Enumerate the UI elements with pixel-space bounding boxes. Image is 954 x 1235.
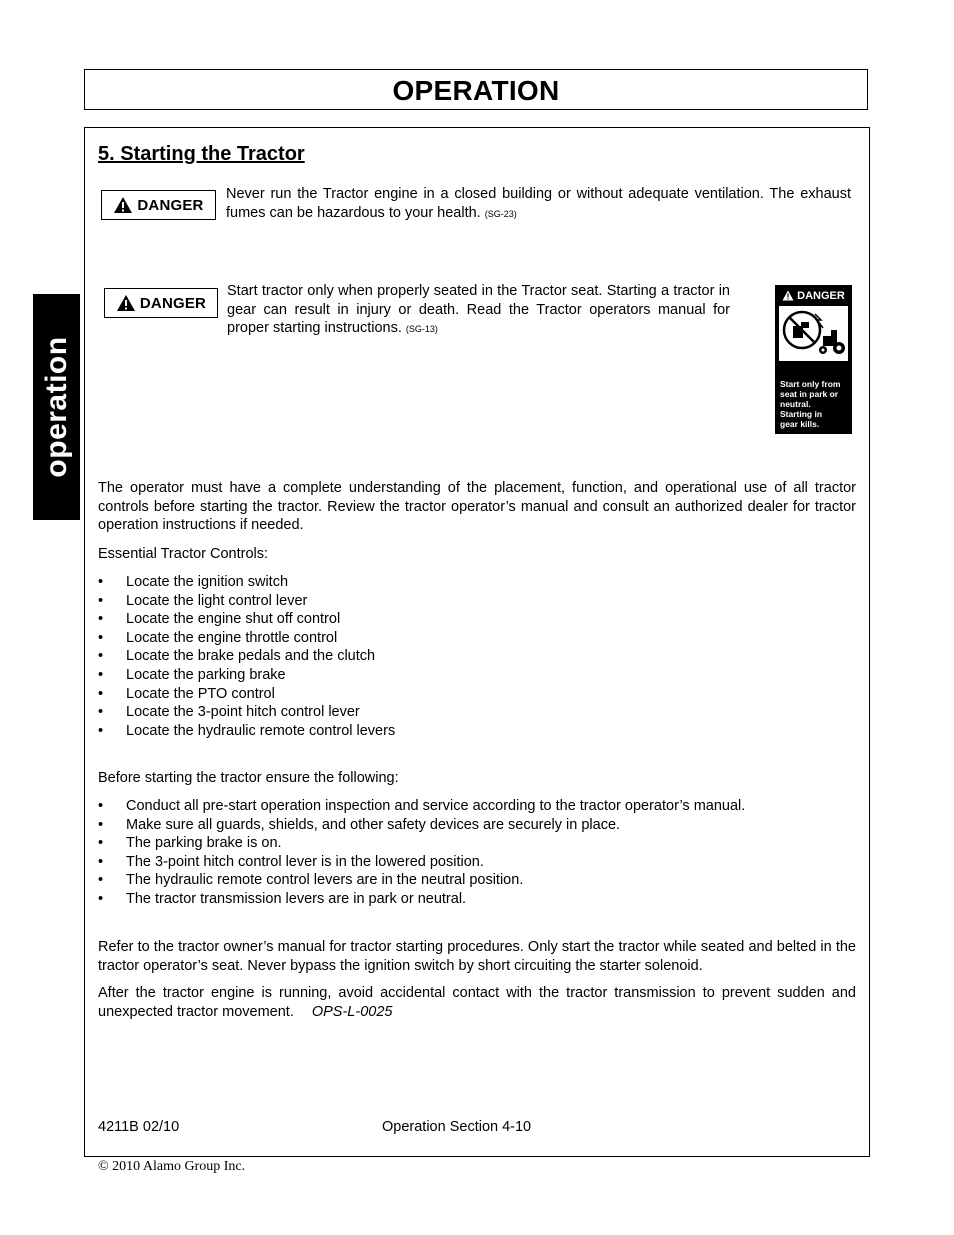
safety-code: (SG-13) [405, 324, 438, 334]
list-item: • Conduct all pre-start operation inspection and service according to the tractor operator’s manual. [98, 797, 856, 816]
controls-list [98, 573, 856, 740]
safety-decal [775, 285, 852, 434]
danger-text: Start tractor only when properly seated in the Tractor seat. Starting a tractor in gear can result in injury or death. Read the Tractor operators manual for proper starting instructions. [227, 283, 730, 336]
footer-section: Operation Section 4-10 [382, 1119, 532, 1135]
warning-triangle-icon [113, 196, 133, 214]
page-title: OPERATION [392, 75, 560, 106]
warning-triangle-icon [782, 290, 794, 301]
list-item: • The hydraulic remote control levers are in the neutral position. [98, 871, 856, 890]
list-item: • Locate the brake pedals and the clutch [98, 647, 856, 666]
before-heading: Before starting the tractor ensure the following: [98, 770, 399, 786]
list-item: • Locate the engine shut off control [98, 610, 856, 629]
list-item: • Locate the hydraulic remote control levers [98, 722, 856, 741]
before-list [98, 797, 856, 909]
list-item: • Locate the engine throttle control [98, 629, 856, 648]
after-paragraph-text: After the tractor engine is running, avoid accidental contact with the tractor transmission to prevent sudden and unexpected tractor movement. [98, 985, 856, 1020]
list-item: • Locate the light control lever [98, 592, 856, 611]
ops-code: OPS-L-0025 [311, 1003, 393, 1020]
no-start-tractor-icon [779, 306, 848, 361]
danger-text: Never run the Tractor engine in a closed building or without adequate ventilation. The exhaust fumes can be hazardous to your health. [226, 186, 851, 221]
section-title: 5. Starting the Tractor [98, 143, 305, 165]
decal-text-line: seat in park or [780, 389, 839, 399]
decal-header [775, 288, 852, 303]
list-item: • The parking brake is on. [98, 834, 856, 853]
decal-pictogram [779, 306, 848, 361]
danger-badge [101, 190, 216, 220]
danger-badge-label: DANGER [137, 196, 204, 214]
decal-text-line: neutral. [780, 399, 811, 409]
list-item: • The tractor transmission levers are in park or neutral. [98, 890, 856, 909]
danger-badge [104, 288, 218, 318]
list-item: • Locate the PTO control [98, 685, 856, 704]
footer-doc-code: 4211B 02/10 [98, 1119, 180, 1135]
list-item: • Make sure all guards, shields, and other safety devices are securely in place. [98, 816, 856, 835]
safety-code: (SG-23) [484, 208, 517, 219]
page-header [84, 69, 868, 110]
intro-paragraph: The operator must have a complete understanding of the placement, function, and operational use of all tractor controls before starting the tractor. Review the tractor operator’s manual and consult an authorized dealer for tractor operation instructions if needed. [98, 480, 856, 533]
list-item: • The 3-point hitch control lever is in the lowered position. [98, 853, 856, 872]
refer-paragraph: Refer to the tractor owner’s manual for tractor starting procedures. Only start the tractor while seated and belted in the tractor operator’s seat. Never bypass the ignition switch by short circuiting the starter solenoid. [98, 939, 856, 974]
controls-heading: Essential Tractor Controls: [98, 546, 269, 562]
danger-badge-label: DANGER [139, 294, 207, 312]
copyright: © 2010 Alamo Group Inc. [98, 1159, 246, 1174]
decal-header-label: DANGER [797, 289, 845, 302]
decal-text-line: Starting in [780, 409, 823, 419]
danger-text-seated [227, 282, 730, 339]
warning-triangle-icon [116, 294, 136, 312]
side-tab-label: operation [39, 336, 73, 478]
decal-text-line: gear kills. [780, 419, 820, 429]
list-item: • Locate the parking brake [98, 666, 856, 685]
side-tab [33, 294, 80, 520]
after-paragraph [98, 984, 856, 1021]
list-item: • Locate the 3-point hitch control lever [98, 703, 856, 722]
danger-text-ventilation [226, 185, 851, 223]
decal-text [780, 379, 849, 429]
list-item: • Locate the ignition switch [98, 573, 856, 592]
decal-text-line: Start only from [780, 379, 841, 389]
